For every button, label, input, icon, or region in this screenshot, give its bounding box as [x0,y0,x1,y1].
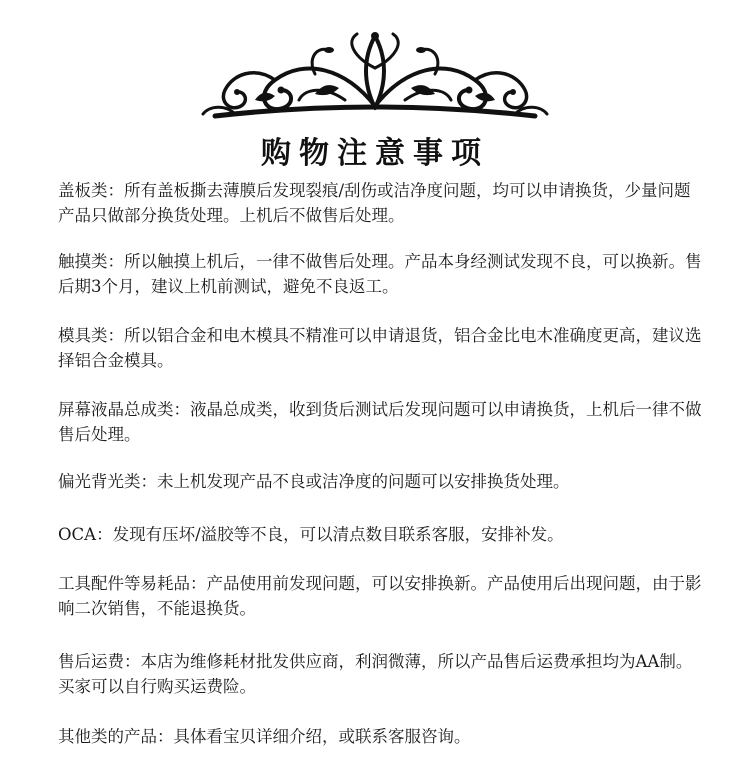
notice-paragraph-polarizer: 偏光背光类：未上机发现产品不良或洁净度的问题可以安排换货处理。 [58,472,570,491]
page-title: 购物注意事项 [261,136,489,171]
notice-paragraph-mold: 模具类：所以铝合金和电木模具不精准可以申请退货，铝合金比电木准确度更高，建议选择铝合金模具。 [58,326,702,370]
notice-paragraph-shipping: 售后运费：本店为维修耗材批发供应商，利润微薄，所以产品售后运费承担均为AA制。买家可以自行购买运费险。 [58,652,693,696]
notice-paragraph-other: 其他类的产品：具体看宝贝详细介绍，或联系客服咨询。 [58,727,471,746]
notice-content [58,178,703,749]
baroque-scroll-ornament-icon [195,28,555,123]
notice-paragraph-lcd: 屏幕液晶总成类：液晶总成类，收到货后测试后发现问题可以申请换货，上机后一律不做售后处理。 [58,400,702,444]
notice-paragraph-touch: 触摸类：所以触摸上机后，一律不做售后处理。产品本身经测试发现不良，可以换新。售后期3个月，建议上机前测试，避免不良返工。 [58,252,702,296]
notice-paragraph-tools: 工具配件等易耗品：产品使用前发现问题，可以安排换新。产品使用后出现问题，由于影响二次销售，不能退换货。 [58,574,702,618]
notice-paragraph-cover: 盖板类：所有盖板撕去薄膜后发现裂痕/刮伤或洁净度问题，均可以申请换货，少量问题产品只做部分换货处理。上机后不做售后处理。 [58,181,691,225]
notice-paragraph-oca: OCA：发现有压坏/溢胶等不良，可以清点数目联系客服，安排补发。 [58,525,564,544]
